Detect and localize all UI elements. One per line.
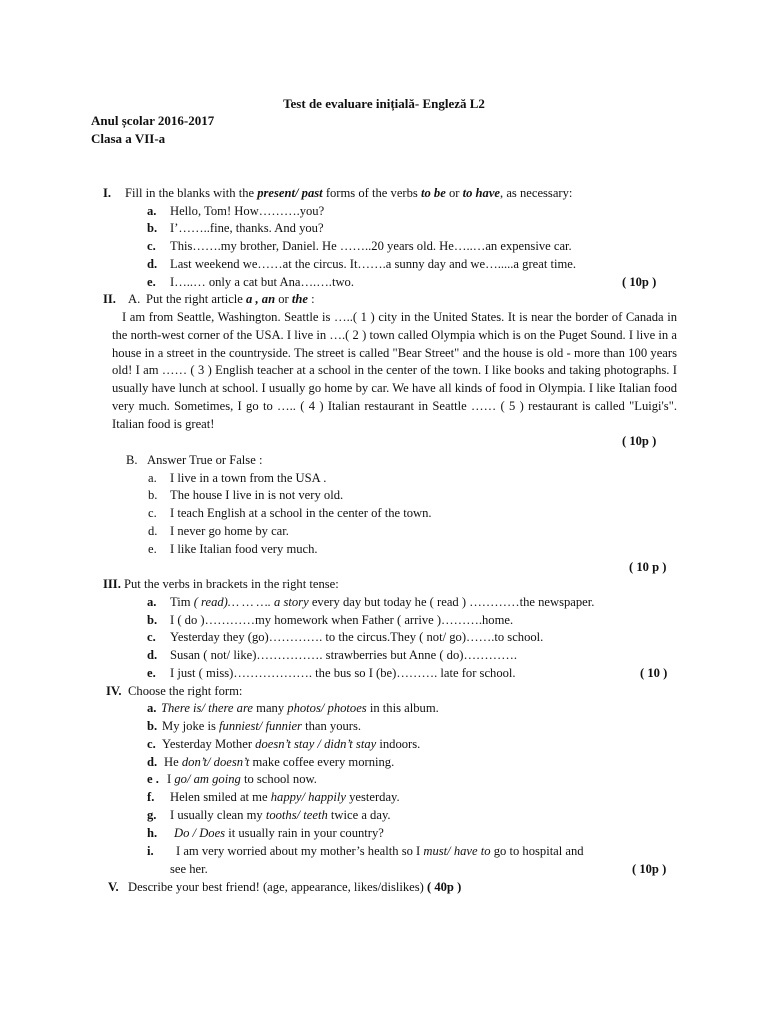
section-3-instruction: Put the verbs in brackets in the right tense:: [124, 577, 339, 591]
item-letter: a.: [147, 701, 157, 715]
item-letter: e.: [147, 275, 156, 289]
school-year: Anul școlar 2016-2017: [91, 113, 215, 128]
verb-item: Susan ( not/ like)……………. strawberries but Anne ( do)………….: [170, 648, 517, 662]
item-letter: b.: [147, 613, 158, 627]
section-4-score: ( 10p ): [632, 862, 667, 876]
true-false-item: I never go home by car.: [170, 524, 289, 538]
true-false-item: The house I live in is not very old.: [170, 488, 344, 502]
item-letter: e.: [147, 666, 156, 680]
item-letter: a.: [148, 471, 157, 485]
item-letter: i.: [147, 844, 154, 858]
reading-passage: I am from Seattle, Washington. Seattle is …..( 1 ) city in the United States. It is near the border of Canada in the north-west corner of the USA. I live in ….( 2 ) town called Olympia which is on the Puget Sound. I live in a house in a street in the countryside. The street is called "Bear Street" and the house is old - more than 100 years old! I am …… ( 3 ) English teacher at a school in the center of the town. I like books and taking photographs. I usually have lunch at school. I usually go home by car. We have all kinds of food in Olympia. I like Italian food very much. Sometimes, I go to ….. ( 4 ) Italian restaurant in Seattle …… ( 5 ) restaurant is called "Luigi's". Italian food is great!: [112, 310, 677, 431]
part-a-label: A.: [128, 292, 141, 306]
item-letter: c.: [148, 506, 157, 520]
item-letter: f.: [147, 790, 155, 804]
item-letter: e .: [147, 772, 159, 786]
choice-item: There is/ there are many photos/ photoes in this album.: [161, 701, 439, 715]
section-4-number: IV.: [106, 684, 122, 698]
exercise-item: I…..… only a cat but Ana….….two.: [170, 275, 354, 289]
verb-item: Yesterday they (go)…………. to the circus.They ( not/ go)…….to school.: [170, 630, 544, 644]
choice-item: I am very worried about my mother’s health so I must/ have to go to hospital and: [176, 844, 584, 858]
item-letter: c.: [147, 239, 156, 253]
part-b-score: ( 10 p ): [629, 560, 667, 574]
section-3-number: III.: [103, 577, 121, 591]
item-letter: g.: [147, 808, 157, 822]
part-b-label: B.: [126, 453, 138, 467]
section-5-number: V.: [108, 880, 119, 894]
choice-item: He don’t/ doesn’t make coffee every morning.: [164, 755, 395, 769]
exercise-item: I’……..fine, thanks. And you?: [170, 221, 324, 235]
exercise-item: This…….my brother, Daniel. He ……..20 years old. He…..…an expensive car.: [170, 239, 572, 253]
section-5-instruction: Describe your best friend! (age, appearance, likes/dislikes) ( 40p ): [128, 880, 462, 894]
verb-item: I ( do )…………my homework when Father ( arrive )……….home.: [170, 613, 514, 627]
item-letter: b.: [147, 719, 158, 733]
section-1-score: ( 10p ): [622, 275, 657, 289]
choice-item: Helen smiled at me happy/ happily yesterday.: [170, 790, 400, 804]
choice-item-continuation: see her.: [170, 862, 208, 876]
verb-item: Tim ( read)… … …. a story every day but today he ( read ) …………the newspaper.: [170, 595, 595, 609]
item-letter: c.: [147, 737, 156, 751]
page-title: Test de evaluare inițială- Engleză L2: [283, 96, 485, 111]
class-label: Clasa a VII-a: [91, 131, 166, 146]
section-1-number: I.: [103, 186, 112, 200]
section-1-instruction: Fill in the blanks with the present/ past forms of the verbs to be or to have, as necessary:: [125, 186, 573, 200]
item-letter: e.: [148, 542, 157, 556]
true-false-item: I teach English at a school in the center of the town.: [170, 506, 432, 520]
item-letter: b.: [148, 488, 158, 502]
exercise-item: Hello, Tom! How……….you?: [170, 204, 325, 218]
choice-item: I usually clean my tooths/ teeth twice a day.: [170, 808, 391, 822]
item-letter: d.: [148, 524, 158, 538]
true-false-item: I live in a town from the USA .: [170, 471, 327, 485]
item-letter: a.: [147, 204, 157, 218]
choice-item: My joke is funniest/ funnier than yours.: [162, 719, 362, 733]
section-2-number: II.: [103, 292, 116, 306]
item-letter: d.: [147, 755, 158, 769]
section-4-instruction: Choose the right form:: [128, 684, 243, 698]
item-letter: d.: [147, 257, 158, 271]
item-letter: d.: [147, 648, 158, 662]
exercise-item: Last weekend we……at the circus. It…….a sunny day and we….....a great time.: [170, 257, 577, 271]
choice-item: Do / Does it usually rain in your country?: [174, 826, 384, 840]
item-letter: b.: [147, 221, 158, 235]
verb-item: I just ( miss)………………. the bus so I (be)………. late for school.: [170, 666, 516, 680]
item-letter: c.: [147, 630, 156, 644]
part-a-instruction: Put the right article a , an or the :: [146, 292, 315, 306]
item-letter: h.: [147, 826, 158, 840]
item-letter: a.: [147, 595, 157, 609]
choice-item: Yesterday Mother doesn’t stay / didn’t stay indoors.: [162, 737, 421, 751]
section-3-score: ( 10 ): [640, 666, 668, 680]
part-a-score: ( 10p ): [622, 434, 657, 448]
part-b-instruction: Answer True or False :: [147, 453, 263, 467]
choice-item: I go/ am going to school now.: [167, 772, 317, 786]
true-false-item: I like Italian food very much.: [170, 542, 318, 556]
